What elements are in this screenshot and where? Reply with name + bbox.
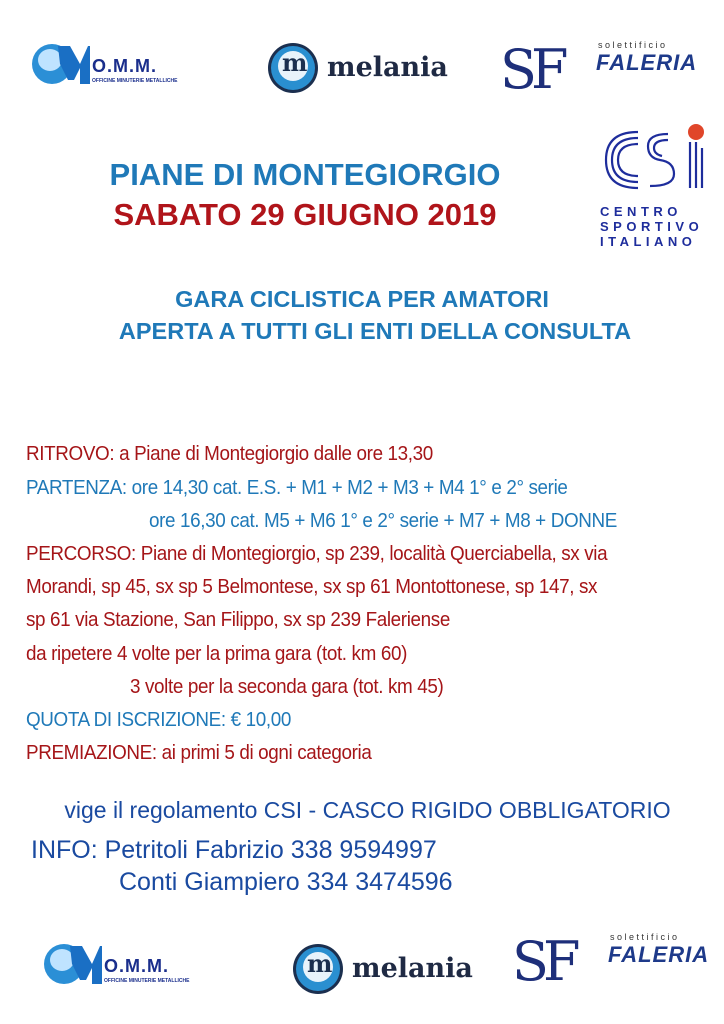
faleria-logo bbox=[500, 36, 710, 116]
csi-mark-icon bbox=[598, 122, 713, 200]
melania-mark-letter: m bbox=[282, 48, 308, 77]
rules-notice: vige il regolamento CSI - CASCO RIGIDO OBBLIGATORIO bbox=[64, 797, 671, 823]
detail-percorso-1: PERCORSO: Piane di Montegiorgio, sp 239, località Querciabella, sx via bbox=[26, 542, 608, 565]
event-type: GARA CICLISTICA PER AMATORI bbox=[175, 286, 549, 312]
omm-mark-icon bbox=[30, 38, 90, 88]
omm-mark-icon bbox=[42, 938, 102, 988]
event-participants: APERTA A TUTTI GLI ENTI DELLA CONSULTA bbox=[118, 318, 632, 344]
melania-mark-letter: m bbox=[307, 949, 333, 978]
melania-logo bbox=[265, 40, 465, 100]
omm-subtitle: OFFICINE MINUTERIE METALLICHE bbox=[92, 78, 178, 84]
detail-partenza-1: PARTENZA: ore 14,30 cat. E.S. + M1 + M2 + M3 + M4 1° e 2° serie bbox=[26, 476, 568, 499]
faleria-mark: SF bbox=[512, 930, 575, 993]
csi-line-centro: CENTRO bbox=[600, 204, 682, 219]
melania-name: melania bbox=[352, 953, 473, 984]
faleria-brand: FALERIA bbox=[596, 50, 698, 75]
event-date: SABATO 29 GIUGNO 2019 bbox=[113, 197, 497, 232]
omm-subtitle: OFFICINE MINUTERIE METALLICHE bbox=[104, 978, 190, 984]
info-contact-1: INFO: Petritoli Fabrizio 338 9594997 bbox=[31, 836, 437, 864]
event-location: PIANE DI MONTEGIORGIO bbox=[109, 157, 501, 192]
detail-quota: QUOTA DI ISCRIZIONE: € 10,00 bbox=[26, 708, 292, 731]
detail-premiazione: PREMIAZIONE: ai primi 5 di ogni categoria bbox=[26, 741, 372, 764]
csi-line-sportivo: SPORTIVO bbox=[600, 219, 704, 234]
faleria-mark: SF bbox=[500, 38, 563, 101]
detail-percorso-3: sp 61 via Stazione, San Filippo, sx sp 239 Faleriense bbox=[26, 608, 450, 631]
omm-logo bbox=[30, 38, 200, 98]
info-contact-2: Conti Giampiero 334 3474596 bbox=[119, 868, 453, 896]
faleria-brand: FALERIA bbox=[608, 942, 710, 967]
detail-ripetere-2: 3 volte per la seconda gara (tot. km 45) bbox=[130, 675, 444, 698]
faleria-small-text: solettificio bbox=[598, 40, 668, 50]
detail-ripetere-1: da ripetere 4 volte per la prima gara (tot. km 60) bbox=[26, 642, 407, 665]
omm-logo-bottom bbox=[42, 938, 212, 998]
detail-partenza-2: ore 16,30 cat. M5 + M6 1° e 2° serie + M7 + M8 + DONNE bbox=[149, 509, 617, 532]
omm-name: O.M.M. bbox=[92, 56, 157, 76]
csi-line-italiano: ITALIANO bbox=[600, 234, 697, 249]
melania-logo-bottom bbox=[290, 941, 490, 1001]
detail-ritrovo: RITROVO: a Piane di Montegiorgio dalle ore 13,30 bbox=[26, 442, 433, 465]
faleria-logo-bottom bbox=[512, 928, 722, 1008]
faleria-small-text: solettificio bbox=[610, 932, 680, 942]
melania-name: melania bbox=[327, 52, 448, 83]
csi-logo bbox=[598, 122, 713, 252]
detail-percorso-2: Morandi, sp 45, sx sp 5 Belmontese, sx sp 61 Montottonese, sp 147, sx bbox=[26, 575, 598, 598]
omm-name: O.M.M. bbox=[104, 956, 169, 976]
